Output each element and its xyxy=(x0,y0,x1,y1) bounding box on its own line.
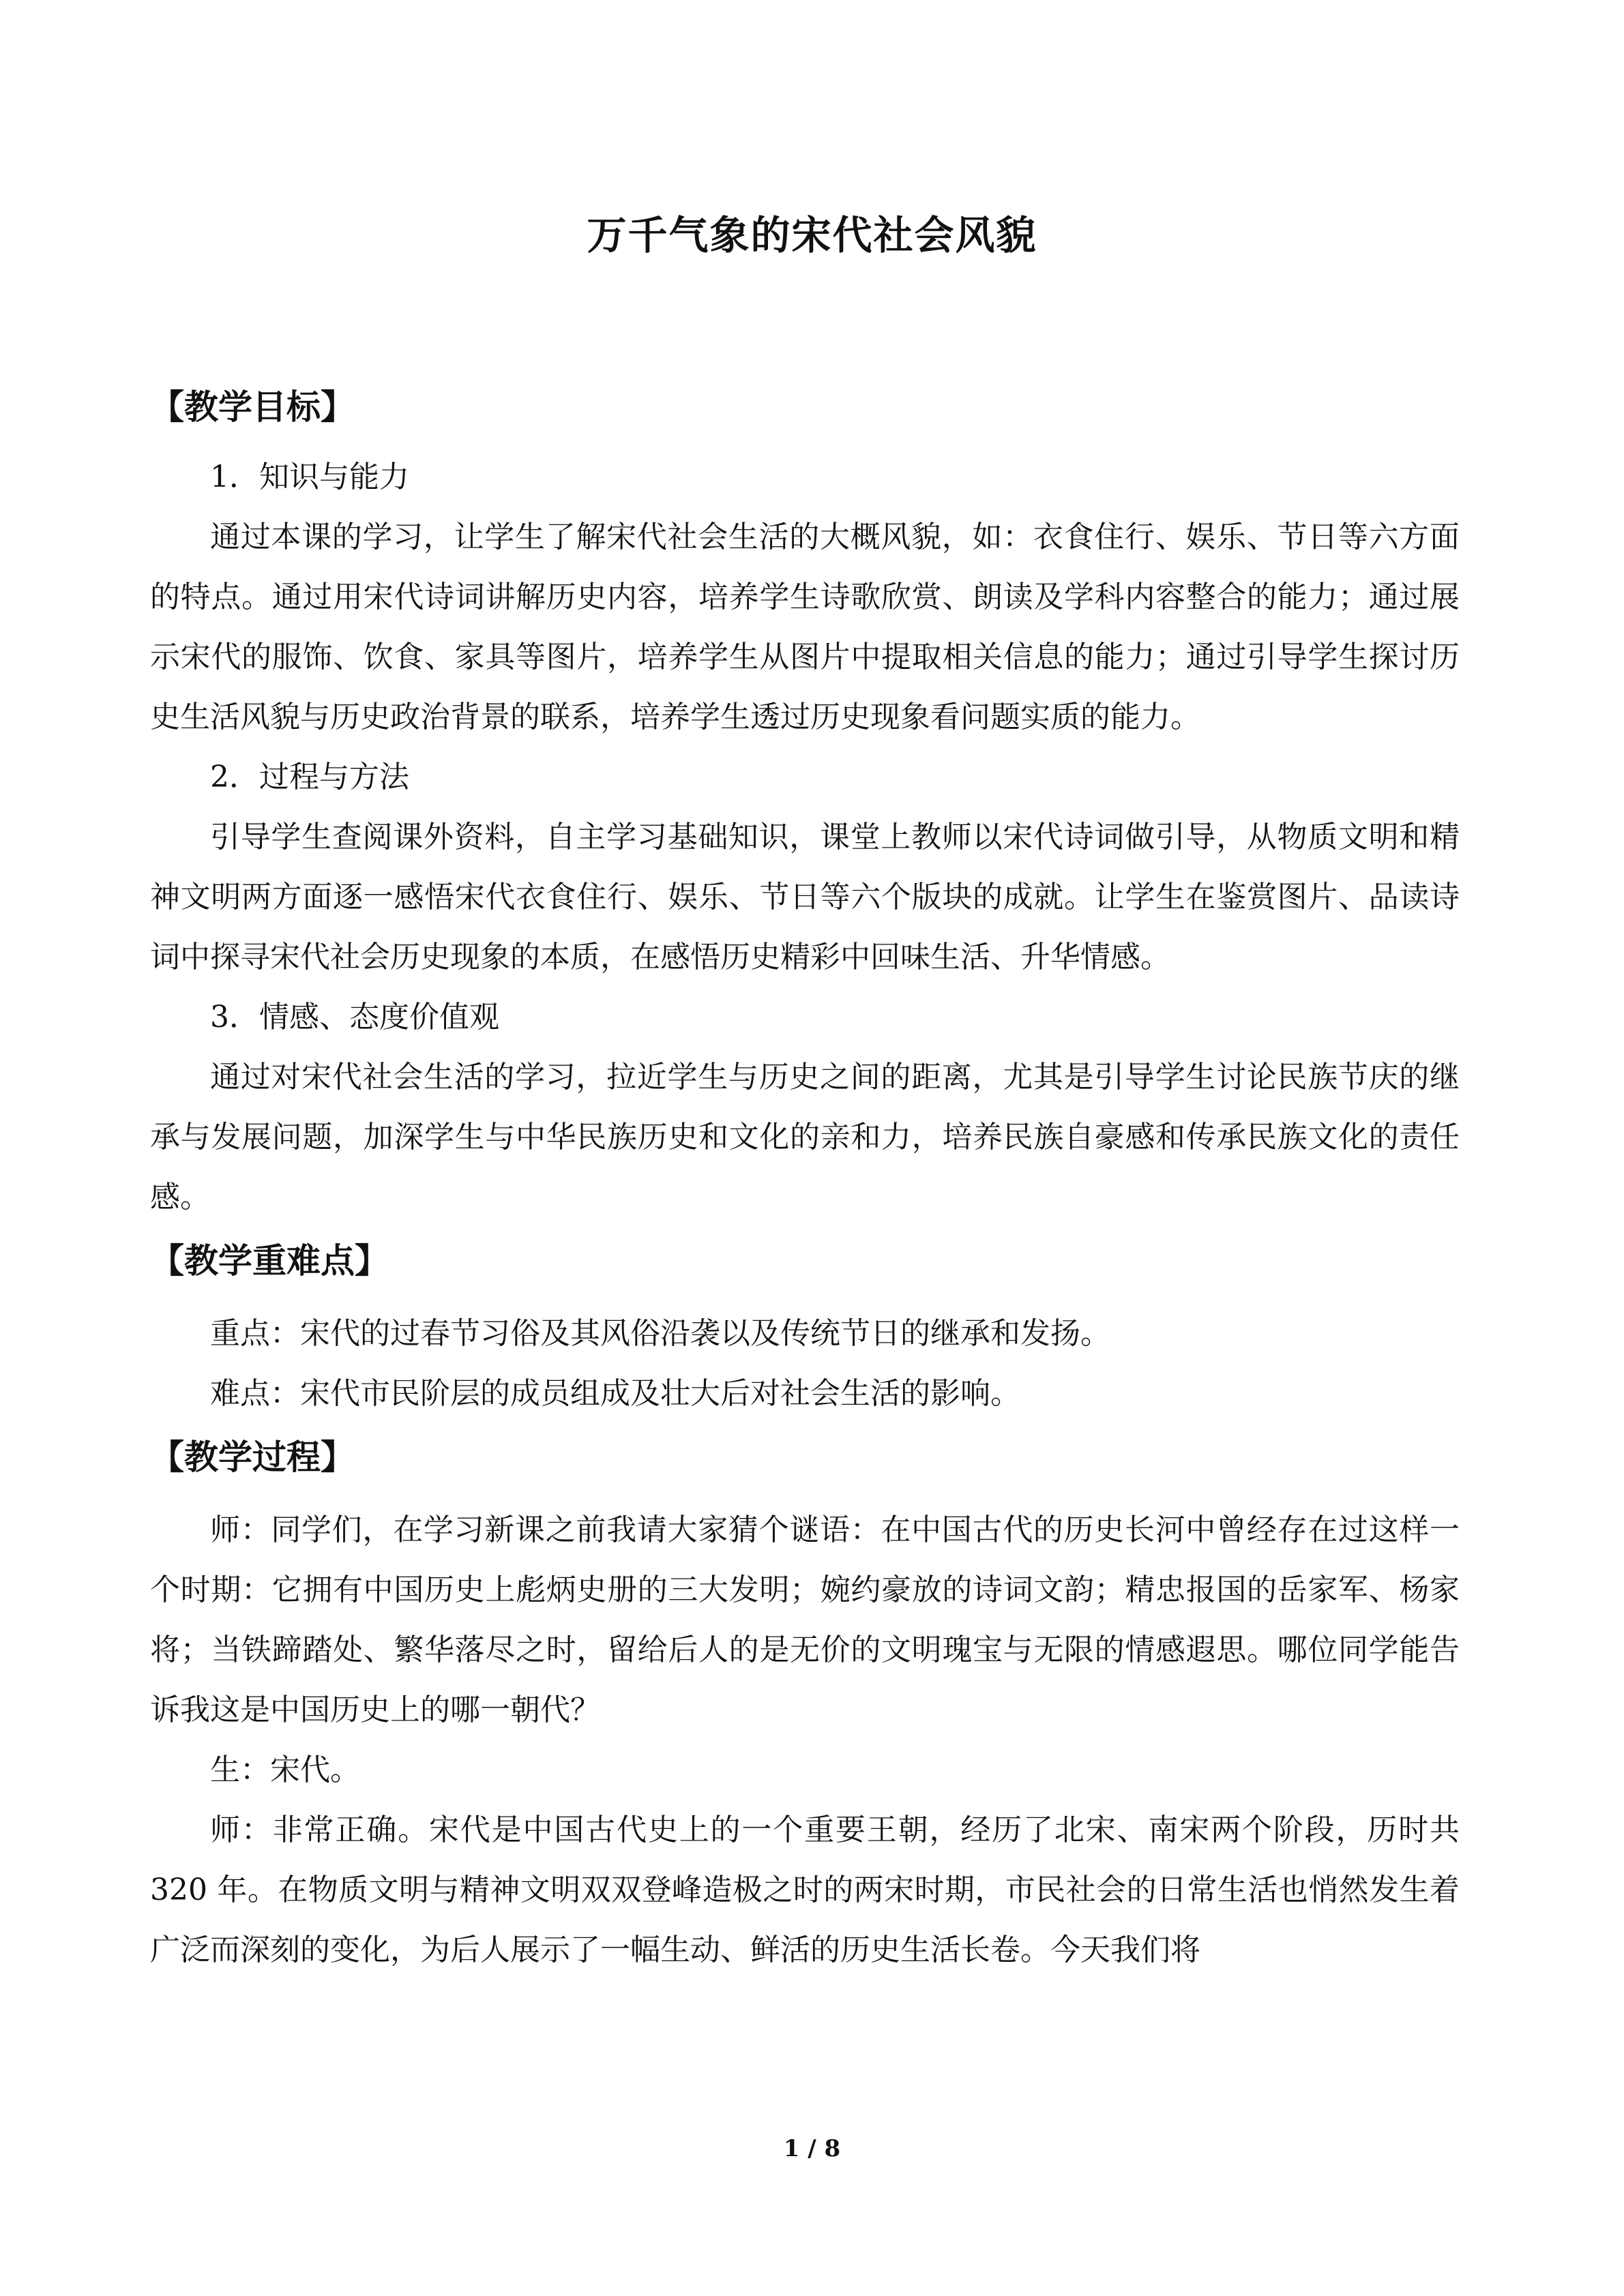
document-title: 万千气象的宋代社会风貌 xyxy=(587,212,1037,258)
key-point-focus: 重点：宋代的过春节习俗及其风俗沿袭以及传统节日的继承和发扬。 xyxy=(210,1316,1110,1351)
process-paragraph-1: 师：同学们，在学习新课之前我请大家猜个谜语：在中国古代的历史长河中曾经存在过这样一个时期：它拥有中国历史上彪炳史册的三大发明；婉约豪放的诗词文韵；精忠报国的岳家军、杨家将；当铁蹄踏处、繁华落尽之时，留给后人的是无价的文明瑰宝与无限的情感遐思。哪位同学能告诉我这是中国历史上的哪一朝代？ xyxy=(150,1512,1460,1727)
spacer xyxy=(150,1298,1460,1304)
section-heading-process: 【教学过程】 xyxy=(150,1437,355,1477)
process-paragraph-3: 师：非常正确。宋代是中国古代史上的一个重要王朝，经历了北宋、南宋两个阶段，历时共 320 年。在物质文明与精神文明双双登峰造极之时的两宋时期，市民社会的日常生活也悄然发生着广泛而深刻的变化，为后人展示了一幅生动、鲜活的历史生活长卷。今天我们将 xyxy=(150,1813,1460,1967)
section-heading-objectives: 【教学目标】 xyxy=(150,387,355,427)
process-paragraph-2: 生：宋代。 xyxy=(210,1753,360,1787)
section-heading-key-points: 【教学重难点】 xyxy=(150,1241,389,1281)
page-number: 1 / 8 xyxy=(783,2135,841,2162)
key-point-difficulty: 难点：宋代市民阶层的成员组成及壮大后对社会生活的影响。 xyxy=(210,1376,1020,1411)
document-body xyxy=(150,376,1460,1980)
spacer xyxy=(150,1495,1460,1500)
objective-3-text: 通过对宋代社会生活的学习，拉近学生与历史之间的距离，尤其是引导学生讨论民族节庆的继承与发展问题，加深学生与中华民族历史和文化的亲和力，培养民族自豪感和传承民族文化的责任感。 xyxy=(150,1060,1460,1214)
objective-1-label: 1．知识与能力 xyxy=(210,460,409,494)
objective-1-text: 通过本课的学习，让学生了解宋代社会生活的大概风貌，如：衣食住行、娱乐、节日等六方面的特点。通过用宋代诗词讲解历史内容，培养学生诗歌欣赏、朗读及学科内容整合的能力；通过展示宋代的服饰、饮食、家具等图片，培养学生从图片中提取相关信息的能力；通过引导学生探讨历史生活风貌与历史政治背景的联系，培养学生透过历史现象看问题实质的能力。 xyxy=(150,520,1460,734)
objective-3-label: 3．情感、态度价值观 xyxy=(210,1000,499,1034)
objective-2-text: 引导学生查阅课外资料，自主学习基础知识，课堂上教师以宋代诗词做引导，从物质文明和精神文明两方面逐一感悟宋代衣食住行、娱乐、节日等六个版块的成就。让学生在鉴赏图片、品读诗词中探寻宋代社会历史现象的本质，在感悟历史精彩中回味生活、升华情感。 xyxy=(150,820,1460,974)
objective-2-label: 2．过程与方法 xyxy=(210,760,409,794)
